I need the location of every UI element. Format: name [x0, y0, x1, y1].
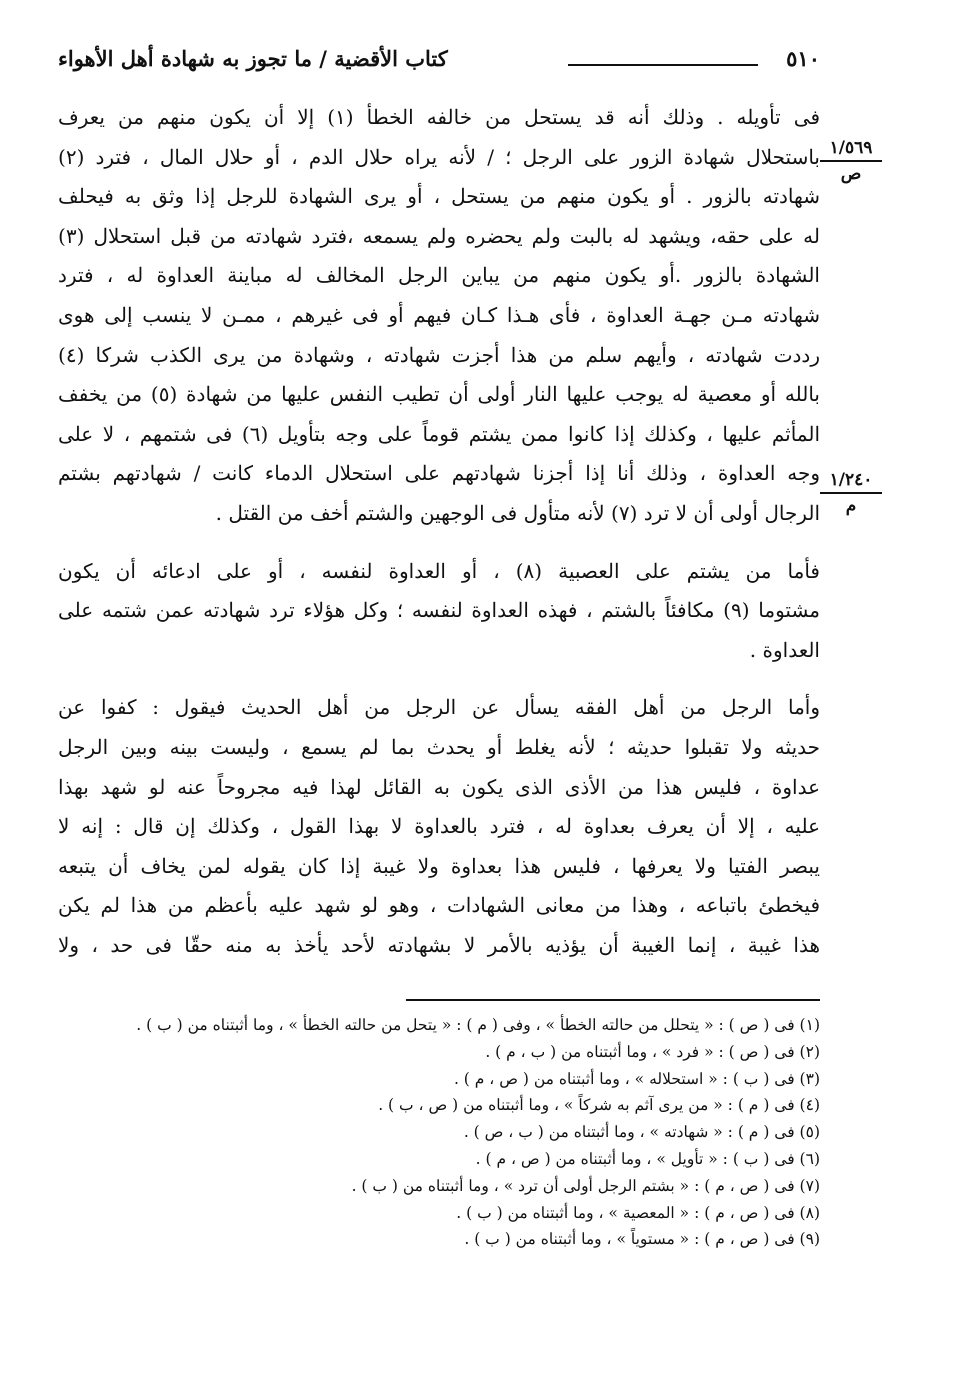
text-line: عداوة ، فليس هذا من الأذى الذى يكون به القائل لهذا فيه مجروحاً عنه لو شهد بهذا	[58, 774, 820, 799]
page-number: ٥١٠	[786, 46, 820, 71]
text-line: الرجال أولى أن لا ترد (٧) لأنه متأول فى الوجهين والشتم أخف من القتل .	[215, 500, 820, 525]
footnote: (٤) فى ( م ) : « من يرى آثم به شركاً » ، وما أثبتناه من ( ص ، ب ) .	[378, 1096, 820, 1115]
text-line: باستحلال شهادة الزور على الرجل ؛ / لأنه يراه حلال الدم ، أو حلال المال ، فترد (٢)	[58, 144, 820, 169]
margin-reference	[820, 138, 882, 184]
text-line: المأثم عليها ، وكذلك إذا كانوا ممن يشتم قوماً على وجه بتأويل (٦) فى شتمهم ، لا على	[58, 421, 820, 446]
margin-reference-manuscript: ص	[840, 164, 862, 184]
text-line: شهادته مـن جهـة العداوة ، فأى هـذا كـان فيهم أو فى غيرهم ، ممـن لا ينسب إلى هوى	[58, 302, 820, 327]
footnote: (٧) فى ( ص ، م ) : « بشتم الرجل أولى أن ترد » ، وما أثبتناه من ( ب ) .	[351, 1176, 820, 1195]
margin-reference	[820, 470, 882, 516]
footnote: (٨) فى ( ص ، م ) : « المعصية » ، وما أثبتناه من ( ب ) .	[456, 1203, 820, 1222]
footnote: (٣) فى ( ب ) : « استحلاله » ، وما أثبتناه من ( ص ، م ) .	[453, 1069, 820, 1088]
text-line: رددت شهادته ، وأيهم سلم من هذا أجزت شهادته ، وشهادة من يرى الكذب شركا (٤)	[58, 342, 820, 367]
running-header	[58, 42, 820, 82]
margin-reference-page: ١/٢٤٠	[820, 470, 882, 494]
margin-reference-page: ١/٥٦٩	[820, 138, 882, 162]
margin-reference-manuscript: م	[845, 496, 857, 516]
text-line: مشتوما (٩) مكافئاً بالشتم ، فهذه العداوة لنفسه ؛ وكل هؤلاء ترد شهادته عمن شتمه على	[58, 598, 820, 623]
footnotes	[58, 1012, 820, 1253]
running-title: كتاب الأقضية / ما تجوز به شهادة أهل الأهواء	[58, 46, 448, 71]
text-line: يبصر الفتيا ولا يعرفها ، فليس هذا بعداوة ولا غيبة إذا كان يقوله لمن يخاف أن يتبعه	[58, 853, 820, 878]
footnote: (٥) فى ( م ) : « شهادته » ، وما أثبتناه من ( ب ، ص ) .	[463, 1123, 820, 1142]
header-rule	[568, 64, 758, 66]
text-line: له على حقه، ويشهد له بالبت ولم يحضره ولم يسمعه ،فترد شهادته من قبل استحلال (٣)	[58, 223, 820, 248]
footnote-separator	[406, 999, 820, 1001]
main-text	[58, 98, 820, 965]
paragraph	[58, 688, 820, 965]
text-line: العداوة .	[749, 637, 820, 662]
text-line: شهادته بالزور . أو يكون منهم من يستحل ، أو يرى الشهادة للرجل إذا وثق به فيحلف	[58, 184, 820, 209]
footnote: (١) فى ( ص ) : « يتحلل من حالته الخطأ » ، وفى ( م ) : « يتحل من حالته الخطأ » ، وما أثبتناه من ( ب ) .	[136, 1016, 820, 1034]
text-line: فيخطئ باتباعه ، وهذا من معانى الشهادات ، وهو لو شهد عليه بأعظم من هذا لم يكن	[58, 893, 820, 918]
text-line: فى تأويله . وذلك أنه قد يستحل من خالفه الخطأ (١) إلا أن يكون منهم من يعرف	[58, 105, 820, 129]
paragraph	[58, 552, 820, 671]
footnote: (٩) فى ( ص ، م ) : « مستوياً » ، وما أثبتناه من ( ب ) .	[464, 1230, 820, 1249]
text-line: عليه ، إلا أن يعرف بعداوة له ، فترد بالعداوة لا بهذا القول ، وكذلك إن قال : إنه لا	[58, 814, 820, 839]
text-line: وأما الرجل من أهل الفقه يسأل عن الرجل من أهل الحديث فيقول : كفوا عن	[58, 695, 820, 720]
text-line: وجه العداوة ، وذلك أنا إذا أجزنا شهادتهم على استحلال الدماء كانت / شهادتهم بشتم	[58, 461, 820, 486]
text-line: بالله أو معصية له يوجب عليها النار أولى أن تطيب النفس عليها من شهادة (٥) من يخفف	[58, 382, 820, 407]
text-line: فأما من يشتم على العصبية (٨) ، أو العداوة لنفسه ، أو على ادعائه أن يكون	[58, 558, 820, 583]
text-line: هذا غيبة ، إنما الغيبة أن يؤذيه بالأمر لا بشهادته لأحد يأخذ به منه حقّا فى حد ، ولا	[58, 932, 820, 957]
footnote: (٢) فى ( ص ) : « فرد » ، وما أثبتناه من ( ب ، م ) .	[485, 1042, 820, 1061]
paragraph	[58, 98, 820, 534]
text-line: حديثه ولا تقبلوا حديثه ؛ لأنه يغلط أو يحدث بما لم يسمع ، وليست بينه وبين الرجل	[58, 734, 820, 759]
text-line: الشهادة بالزور .أو يكون منهم من يباين الرجل المخالف له مباينة العداوة له ، فترد	[58, 263, 820, 288]
footnote: (٦) فى ( ب ) : « تأويل » ، وما أثبتناه من ( ص ، م ) .	[475, 1149, 820, 1168]
